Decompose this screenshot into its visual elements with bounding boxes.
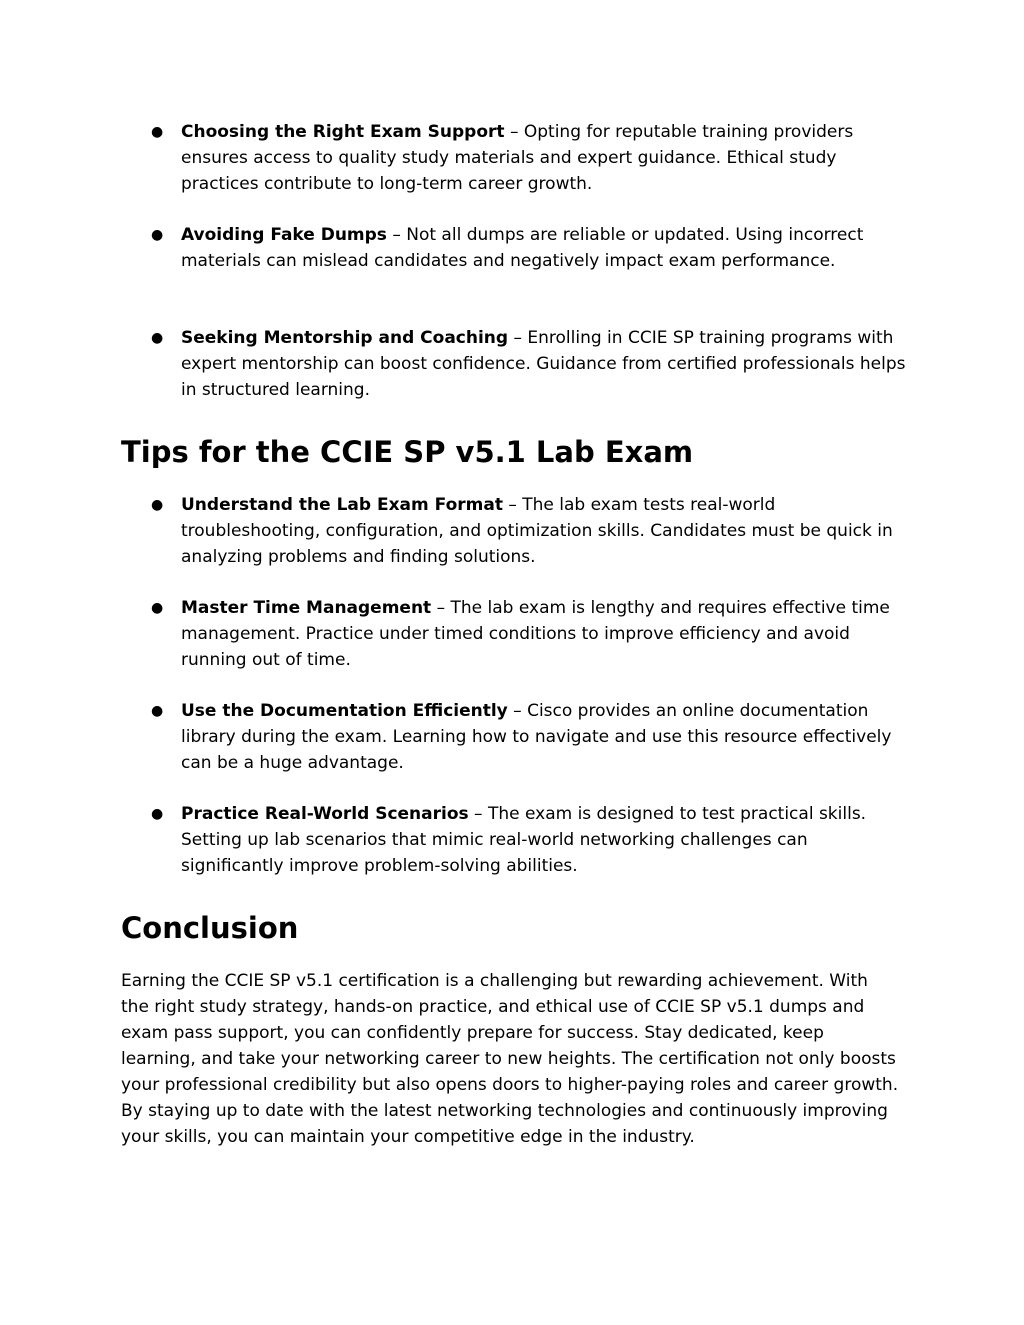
list-item-text [181, 119, 911, 197]
conclusion-paragraph: Earning the CCIE SP v5.1 certification is a challenging but rewarding achievement. With the right study strategy, hands-on practice, and ethical use of CCIE SP v5.1 dumps and exam pass support, you can confidently prepare for success. Stay dedicated, keep learning, and take your networking career to new heights. The certification not only boosts your professional credibility but also opens doors to higher-paying roles and career growth. By staying up to date with the latest networking technologies and continuously improving your skills, you can maintain your competitive edge in the industry. [121, 971, 899, 1147]
list-item-text [181, 492, 911, 570]
list-item-title: Use the Documentation Efficiently [181, 701, 508, 721]
bullet-icon: ● [151, 806, 164, 822]
bullet-icon: ● [151, 600, 164, 616]
list-item-body: – The lab exam tests real-world troubleshooting, configuration, and optimization skills. Candidates must be quick in analyzing problems and finding solutions. [181, 495, 893, 567]
list-item-title: Practice Real-World Scenarios [181, 804, 469, 824]
bullet-icon: ● [151, 124, 164, 140]
list-item-text [181, 325, 911, 403]
list-item-body: – Enrolling in CCIE SP training programs with expert mentorship can boost confidence. Guidance from certified professionals helps in structured learning. [181, 328, 906, 400]
tips-heading: Tips for the CCIE SP v5.1 Lab Exam [121, 435, 694, 469]
list-item-body: – Opting for reputable training providers ensures access to quality study materials and expert guidance. Ethical study practices contribute to long-term career growth. [181, 122, 854, 194]
bullet-icon: ● [151, 227, 164, 243]
list-item-text [181, 801, 911, 879]
bullet-icon: ● [151, 703, 164, 719]
bullet-icon: ● [151, 330, 164, 346]
list-item-text [181, 595, 911, 673]
list-item-body: – The exam is designed to test practical skills. Setting up lab scenarios that mimic real-world networking challenges can significantly improve problem-solving abilities. [181, 804, 867, 876]
list-item-title: Understand the Lab Exam Format [181, 495, 503, 515]
list-item-title: Master Time Management [181, 598, 432, 618]
list-item-title: Avoiding Fake Dumps [181, 225, 387, 245]
list-item-body: – Not all dumps are reliable or updated. Using incorrect materials can mislead candidates and negatively impact exam performance. [181, 225, 864, 271]
bullet-icon: ● [151, 497, 164, 513]
list-item-text [181, 222, 911, 274]
list-item-title: Seeking Mentorship and Coaching [181, 328, 509, 348]
conclusion-heading: Conclusion [121, 911, 299, 945]
list-item-body: – Cisco provides an online documentation library during the exam. Learning how to navigate and use this resource effectively can be a huge advantage. [181, 701, 892, 773]
list-item-title: Choosing the Right Exam Support [181, 122, 505, 142]
list-item-text [181, 698, 911, 776]
list-item-body: – The lab exam is lengthy and requires effective time management. Practice under timed conditions to improve efficiency and avoid running out of time. [181, 598, 890, 670]
